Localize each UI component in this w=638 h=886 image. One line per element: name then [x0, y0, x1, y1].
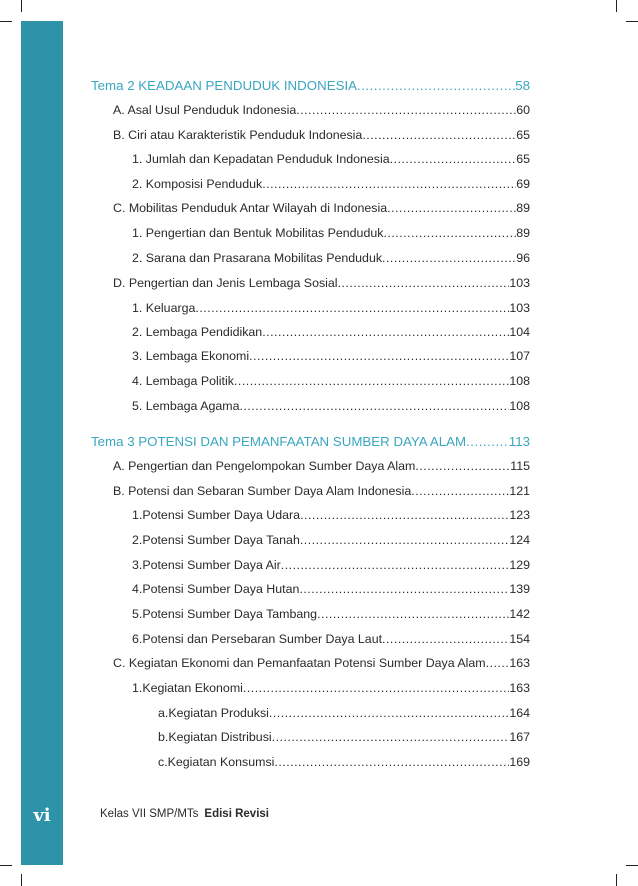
toc-entry-page: 89	[516, 201, 530, 215]
toc-entry-label: A. Pengertian dan Pengelompokan Sumber Daya Alam	[113, 459, 416, 473]
toc-entry	[158, 706, 530, 720]
footer-edition: Edisi Revisi	[204, 808, 269, 820]
toc-leader-dots	[249, 349, 509, 363]
toc-entry	[132, 582, 530, 596]
toc-entry-page: 123	[509, 508, 530, 522]
toc-entry	[132, 349, 530, 363]
toc-entry-page: 58	[515, 78, 530, 93]
toc-entry	[132, 533, 530, 547]
toc-entry-page: 65	[516, 152, 530, 166]
toc-entry-page: 108	[509, 374, 530, 388]
toc-entry	[132, 508, 530, 522]
toc-entry-label: 5.Potensi Sumber Daya Tambang	[132, 607, 318, 621]
toc-entry-label: 2. Komposisi Penduduk	[132, 177, 263, 191]
toc-entry-label: 2. Lembaga Pendidikan	[132, 325, 263, 339]
toc-leader-dots	[486, 656, 510, 670]
toc-entry-label: c.Kegiatan Konsumsi	[158, 755, 275, 769]
toc-entry-label: Tema 2 KEADAAN PENDUDUK INDONESIA	[91, 78, 358, 93]
toc-entry	[132, 251, 530, 265]
toc-leader-dots	[296, 103, 516, 117]
toc-entry-label: A. Asal Usul Penduduk Indonesia	[113, 103, 297, 117]
toc-entry-label: 4. Lembaga Politik	[132, 374, 234, 388]
toc-entry-page: 163	[509, 681, 530, 695]
toc-theme-entry	[91, 78, 530, 93]
toc-entry-page: 129	[509, 558, 530, 572]
toc-entry	[132, 607, 530, 621]
toc-entry-page: 154	[509, 632, 530, 646]
toc-entry	[132, 374, 530, 388]
toc-entry-page: 113	[508, 434, 530, 449]
toc-leader-dots	[269, 706, 509, 720]
toc-entry-label: C. Mobilitas Penduduk Antar Wilayah di Indonesia	[113, 201, 388, 215]
toc-leader-dots	[390, 152, 517, 166]
toc-entry	[132, 399, 530, 413]
toc-entry-page: 89	[516, 226, 530, 240]
toc-leader-dots	[317, 607, 509, 621]
toc-leader-dots	[195, 301, 509, 315]
toc-entry-label: 3.Potensi Sumber Daya Air	[132, 558, 281, 572]
toc-leader-dots	[262, 325, 509, 339]
toc-entry-page: 124	[509, 533, 530, 547]
toc-entry	[132, 325, 530, 339]
toc-entry-label: b.Kegiatan Distribusi	[158, 730, 272, 744]
toc-entry-label: 1. Jumlah dan Kepadatan Penduduk Indonesia	[132, 152, 390, 166]
toc-leader-dots	[234, 374, 509, 388]
toc-entry-page: 115	[510, 459, 530, 473]
toc-entry-label: 1.Potensi Sumber Daya Udara	[132, 508, 301, 522]
toc-leader-dots	[387, 201, 516, 215]
toc-entry-page: 104	[509, 325, 530, 339]
toc-entry-page: 60	[516, 103, 530, 117]
toc-entry-label: 1.Kegiatan Ekonomi	[132, 681, 243, 695]
toc-leader-dots	[243, 681, 509, 695]
toc-entry-label: 1. Keluarga	[132, 301, 196, 315]
toc-entry-label: 4.Potensi Sumber Daya Hutan	[132, 582, 300, 596]
toc-leader-dots	[411, 484, 509, 498]
toc-leader-dots	[299, 582, 509, 596]
page-folio: vi	[33, 805, 51, 826]
toc-leader-dots	[357, 78, 515, 93]
toc-entry	[132, 301, 530, 315]
toc-leader-dots	[466, 434, 509, 449]
toc-entry-label: C. Kegiatan Ekonomi dan Pemanfaatan Potensi Sumber Daya Alam	[113, 656, 486, 670]
toc-entry-label: B. Ciri atau Karakteristik Penduduk Indonesia	[113, 128, 363, 142]
toc-theme-entry	[91, 434, 530, 449]
toc-entry-page: 103	[509, 276, 530, 290]
toc-entry	[132, 681, 530, 695]
toc-entry	[132, 226, 530, 240]
toc-entry	[113, 484, 530, 498]
toc-leader-dots	[239, 399, 509, 413]
toc-entry	[132, 632, 530, 646]
toc-entry-label: B. Potensi dan Sebaran Sumber Daya Alam Indonesia	[113, 484, 412, 498]
toc-leader-dots	[382, 251, 516, 265]
toc-entry-page: 169	[509, 755, 530, 769]
toc-entry-page: 69	[516, 177, 530, 191]
toc-leader-dots	[262, 177, 516, 191]
toc-entry	[132, 152, 530, 166]
toc-leader-dots	[300, 533, 509, 547]
toc-entry-page: 139	[509, 582, 530, 596]
toc-entry-label: 3. Lembaga Ekonomi	[132, 349, 250, 363]
toc-entry-label: D. Pengertian dan Jenis Lembaga Sosial	[113, 276, 338, 290]
toc-entry	[113, 201, 530, 215]
footer-book-title: Kelas VII SMP/MTs	[100, 808, 199, 820]
toc-leader-dots	[338, 276, 510, 290]
toc-entry-page: 163	[509, 656, 530, 670]
toc-entry	[113, 459, 530, 473]
toc-entry	[132, 558, 530, 572]
toc-entry	[113, 103, 530, 117]
toc-entry-page: 164	[509, 706, 530, 720]
toc-leader-dots	[383, 226, 516, 240]
toc-entry	[113, 656, 530, 670]
toc-entry	[113, 128, 530, 142]
toc-entry-label: 2.Potensi Sumber Daya Tanah	[132, 533, 300, 547]
page-sidebar-band	[21, 21, 63, 865]
toc-entry-page: 121	[509, 484, 530, 498]
toc-entry-label: 1. Pengertian dan Bentuk Mobilitas Penduduk	[132, 226, 384, 240]
toc-entry	[113, 276, 530, 290]
toc-leader-dots	[382, 632, 509, 646]
toc-entry-label: a.Kegiatan Produksi	[158, 706, 269, 720]
toc-leader-dots	[274, 755, 509, 769]
toc-entry-label: 5. Lembaga Agama	[132, 399, 240, 413]
toc-entry	[158, 730, 530, 744]
toc-entry-page: 107	[509, 349, 530, 363]
toc-entry-page: 142	[509, 607, 530, 621]
toc-entry-page: 108	[509, 399, 530, 413]
toc-entry-page: 65	[516, 128, 530, 142]
toc-entry-label: 6.Potensi dan Persebaran Sumber Daya Laut	[132, 632, 383, 646]
toc-entry-page: 167	[509, 730, 530, 744]
toc-entry-label: 2. Sarana dan Prasarana Mobilitas Penduduk	[132, 251, 383, 265]
toc-entry	[132, 177, 530, 191]
toc-leader-dots	[281, 558, 510, 572]
toc-leader-dots	[300, 508, 509, 522]
toc-leader-dots	[272, 730, 510, 744]
toc-entry-label: Tema 3 POTENSI DAN PEMANFAATAN SUMBER DAYA ALAM	[91, 434, 467, 449]
page-footer	[100, 808, 269, 820]
toc-entry	[158, 755, 530, 769]
toc-entry-page: 103	[509, 301, 530, 315]
toc-entry-page: 96	[516, 251, 530, 265]
toc-leader-dots	[415, 459, 510, 473]
toc-leader-dots	[362, 128, 516, 142]
